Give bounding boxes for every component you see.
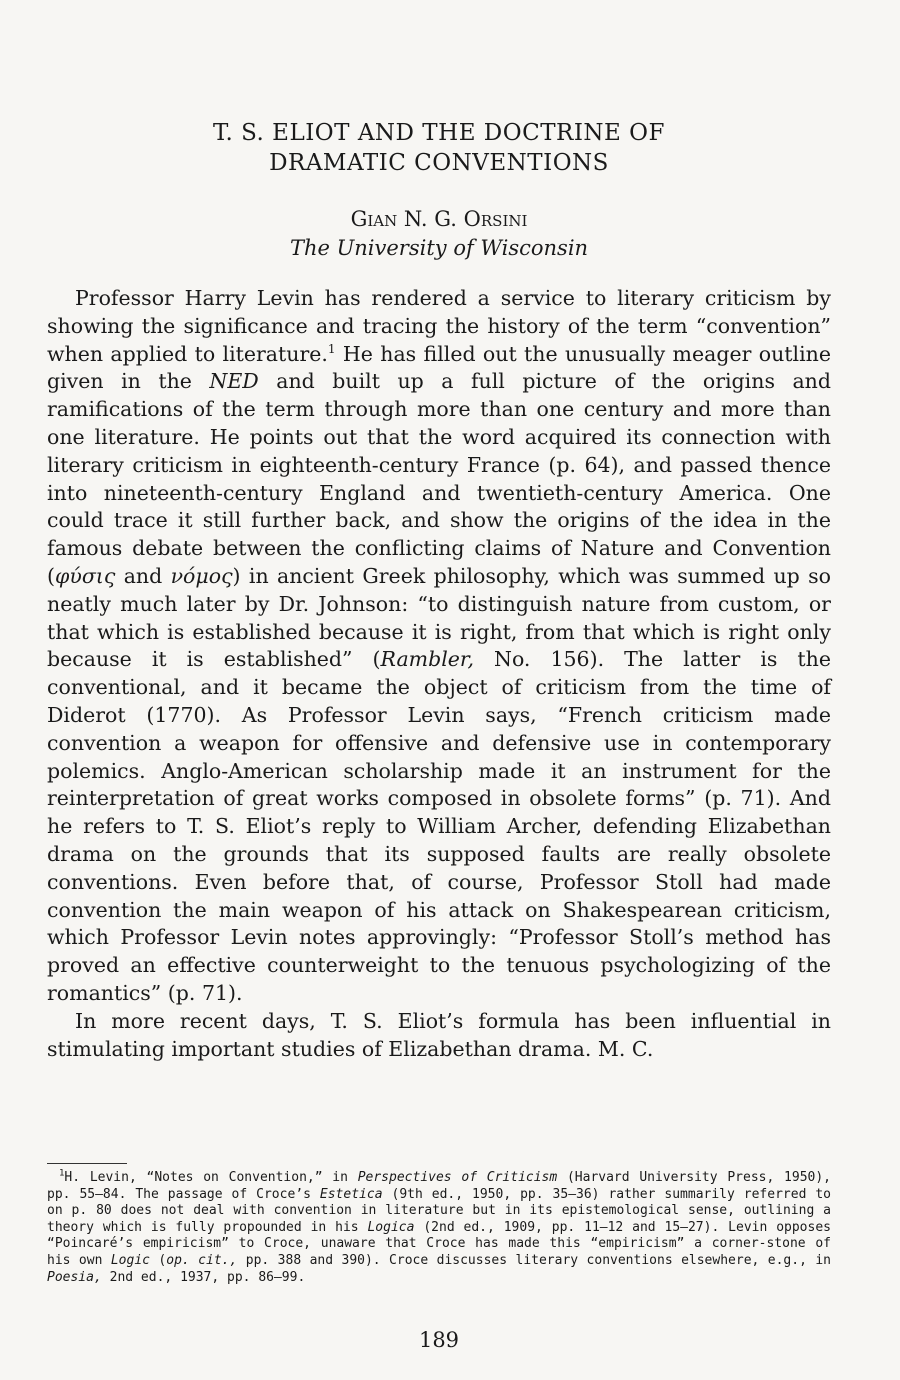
- fn-text-b: (Harvard University Press, 1950), pp. 55–84. The passage of Croce’s: [47, 1170, 832, 1202]
- footnote-marker: 1: [59, 1168, 65, 1179]
- p1-and: and: [115, 563, 171, 588]
- footnote-reference: 1: [327, 341, 336, 356]
- fn-text-c: (9th ed., 1950, pp. 35–36) rather summarily referred to on p. 80 does not deal with convention in literature but in its epistemological sense, outlining a theory which is fully propounded in his: [47, 1186, 832, 1235]
- fn-perspectives: Perspectives of Criticism: [357, 1170, 558, 1185]
- author-affiliation: The University of Wisconsin: [289, 236, 589, 260]
- footnote-divider: [47, 1163, 127, 1164]
- fn-text-e: (: [149, 1252, 167, 1268]
- paragraph-1: [47, 285, 831, 1008]
- fn-estetica: Estetica: [319, 1186, 383, 1202]
- greek-nomos: νόμος: [170, 563, 233, 588]
- fn-logica: Logica: [367, 1219, 415, 1235]
- fn-text-a: H. Levin, “Notes on Convention,” in: [64, 1170, 358, 1185]
- footnote-1: [47, 1170, 831, 1286]
- page: [47, 0, 831, 1380]
- fn-text-f: pp. 388 and 390). Croce discusses literary conventions elsewhere, e.g., in: [237, 1252, 832, 1268]
- ned-title: NED: [209, 369, 259, 394]
- fn-text-d: (2nd ed., 1909, pp. 11–12 and 15–27). Levin opposes “Poincaré’s empiricism” to Croce, unaware that Croce has made this “empiricism” a corner-stone of his own: [47, 1219, 831, 1268]
- paragraph-2: In more recent days, T. S. Eliot’s formula has been influential in stimulating important studies of Elizabethan drama. M. C.: [47, 1008, 831, 1061]
- fn-opcit: op. cit.,: [166, 1252, 238, 1268]
- author-name: Gian N. G. Orsini: [350, 207, 528, 231]
- article-title: [47, 118, 831, 178]
- fn-text-g: 2nd ed., 1937, pp. 86–99.: [101, 1269, 306, 1285]
- p1-text-c: and built up a full picture of the origins and ramifications of the term through more than one century and more than one literature. He points out that the word acquired its connection with literary criticism in eighteenth-century France (p. 64), and passed thence into nineteenth-century England and twentieth-century America. One could trace it still further back, and show the origins of the idea in the famous debate between the conflicting claims of Nature and Convention (: [47, 369, 831, 588]
- fn-logic: Logic: [110, 1252, 150, 1268]
- title-line-2: DRAMATIC CONVENTIONS: [269, 150, 609, 176]
- p1-text-d: ) in ancient Greek philosophy, which was summed up so neatly much later by Dr. Johnson: “to distinguish nature from custom, or that which is established because it is right, from that which is right only because it is established” (: [47, 563, 831, 672]
- body-text: [47, 285, 831, 1063]
- fn-poesia: Poesia,: [47, 1269, 102, 1285]
- title-line-1: T. S. ELIOT AND THE DOCTRINE OF: [213, 120, 665, 146]
- p1-text-e: No. 156). The latter is the conventional, and it became the object of criticism from the time of Diderot (1770). As Professor Levin says, “French criticism made convention a weapon for offensive and defensive use in contemporary polemics. Anglo-American scholarship made it an instrument for the reinterpretation of great works composed in obsolete forms” (p. 71). And he refers to T. S. Eliot’s reply to William Archer, defending Elizabethan drama on the grounds that its supposed faults are really obsolete conventions. Even before that, of course, Professor Stoll had made convention the main weapon of his attack on Shakespearean criticism, which Professor Levin notes approvingly: “Professor Stoll’s method has proved an effective counterweight to the tenuous psychologizing of the romantics” (p. 71).: [47, 647, 831, 1005]
- rambler-title: Rambler,: [380, 647, 474, 672]
- footnote-text: [47, 1170, 831, 1286]
- greek-physis: φύσις: [55, 563, 116, 588]
- p1-text-a: Professor Harry Levin has rendered a service to literary criticism by showing the significance and tracing the history of the term “convention” when applied to literature.: [47, 286, 831, 366]
- p1-text-b: He has filled out the unusually meager outline given in the: [47, 341, 831, 394]
- page-number: 189: [418, 1328, 460, 1352]
